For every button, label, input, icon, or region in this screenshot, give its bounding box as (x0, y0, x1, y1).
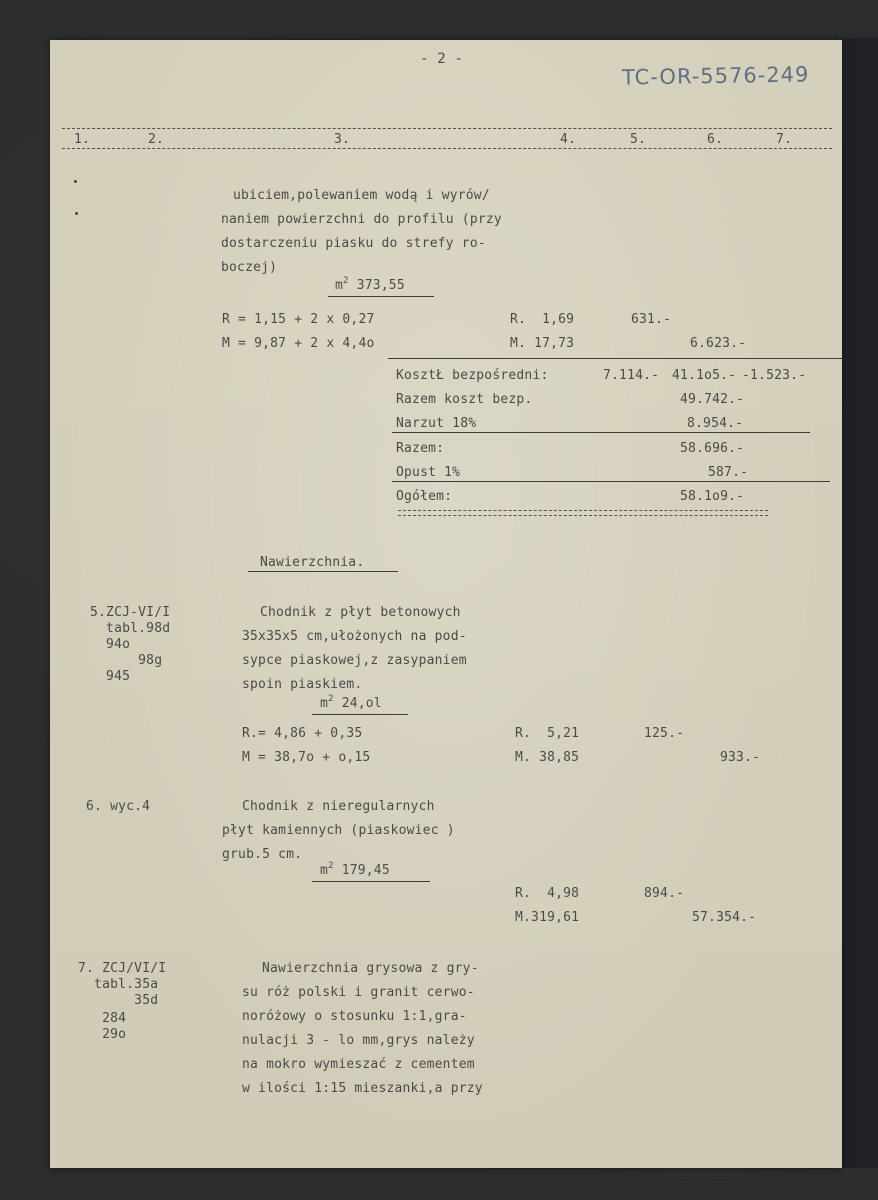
item6-desc-line-2: płyt kamiennych (piaskowiec ) (222, 823, 455, 838)
intro-unit-exp: 2 (343, 275, 349, 286)
column-3: 3. (334, 132, 351, 147)
item6-quantity (320, 860, 390, 878)
page-number: - 2 - (420, 51, 464, 67)
item5-r-formula: R.= 4,86 + 0,35 (242, 726, 363, 741)
discount-underline (392, 481, 830, 482)
item6-quantity-value: 179,45 (341, 863, 390, 878)
grand-total-double-rule (398, 510, 768, 516)
intro-r-amount: 631.- (631, 312, 672, 327)
item5-unit-exp: 2 (328, 693, 334, 704)
intro-m-amount: 6.623.- (690, 336, 747, 351)
direct-cost-col6: 41.1o5.- (672, 368, 737, 383)
item7-ref-line-5: 29o (78, 1027, 127, 1042)
intro-m-formula: M = 9,87 + 2 x 4,4o (222, 336, 375, 351)
summary-rule-top (388, 358, 842, 359)
intro-quantity (335, 275, 405, 293)
total-direct-value: 49.742.- (680, 392, 745, 407)
header-rule-bottom (62, 148, 832, 149)
section-title-underline (248, 571, 398, 572)
item6-quantity-underline (312, 881, 430, 882)
item5-ref-line-3: 94o (90, 637, 131, 652)
direct-cost-col7-value: 1.523.- (750, 368, 807, 383)
item7-ref-line-1: 7. ZCJ/VI/I (78, 961, 167, 976)
item5-desc-line-1: Chodnik z płyt betonowych (260, 605, 461, 620)
direct-cost-col5: 7.114.- (603, 368, 660, 383)
item6-desc-line-3: grub.5 cm. (222, 847, 303, 862)
paper-speck (74, 180, 77, 183)
item5-unit: m (320, 696, 329, 711)
item7-desc-line-6: w ilości 1:15 mieszanki,a przy (242, 1081, 483, 1096)
item5-quantity-value: 24,ol (341, 696, 382, 711)
item5-quantity (320, 693, 382, 711)
item7-desc-line-2: su róż polski i granit cerwo- (242, 985, 475, 1000)
item5-ref-line-4: 98g (90, 653, 163, 668)
item7-ref-line-2: tabl.35a (78, 977, 159, 992)
total-direct-label: Razem koszt bezp. (396, 392, 533, 407)
intro-desc-line-3: dostarczeniu piasku do strefy ro- (221, 236, 486, 251)
document-page (50, 40, 842, 1168)
page-edge (842, 38, 878, 1168)
discount-value: 587.- (708, 465, 749, 480)
intro-quantity-value: 373,55 (356, 278, 405, 293)
item5-ref-line-5: 945 (90, 669, 131, 684)
item6-desc-line-1: Chodnik z nieregularnych (242, 799, 435, 814)
intro-desc-line-4: boczej) (221, 260, 278, 275)
column-1: 1. (74, 132, 91, 147)
section-title: Nawierzchnia. (260, 555, 365, 570)
item7-desc-line-3: noróżowy o stosunku 1:1,gra- (242, 1009, 467, 1024)
archive-signature: TC-OR-5576-249 (621, 62, 810, 90)
grand-total-label: Ogółem: (396, 489, 453, 504)
item5-desc-line-3: sypce piaskowej,z zasypaniem (242, 653, 467, 668)
item7-desc-line-1: Nawierzchnia grysowa z gry- (262, 961, 479, 976)
column-5: 5. (630, 132, 647, 147)
column-4: 4. (560, 132, 577, 147)
discount-label: Opust 1% (396, 465, 461, 480)
intro-r-formula: R = 1,15 + 2 x 0,27 (222, 312, 375, 327)
column-7: 7. (776, 132, 793, 147)
item6-unit: m (320, 863, 329, 878)
direct-cost-col7: -1.523.- (742, 368, 807, 383)
item6-ref-line-1: 6. wyc.4 (86, 799, 151, 814)
item6-r-amount: 894.- (644, 886, 685, 901)
item5-r-rate: R. 5,21 (515, 726, 580, 741)
header-rule-top (62, 128, 832, 129)
item5-r-amount: 125.- (644, 726, 685, 741)
column-6: 6. (707, 132, 724, 147)
item6-unit-exp: 2 (328, 860, 334, 871)
item5-desc-line-4: spoin piaskiem. (242, 677, 363, 692)
intro-quantity-underline (328, 296, 434, 297)
markup-underline (392, 432, 810, 433)
markup-value: 8.954.- (687, 416, 744, 431)
column-2: 2. (148, 132, 165, 147)
subtotal-label: Razem: (396, 441, 445, 456)
item5-desc-line-2: 35x35x5 cm,ułożonych na pod- (242, 629, 467, 644)
item5-m-rate: M. 38,85 (515, 750, 580, 765)
item6-r-rate: R. 4,98 (515, 886, 580, 901)
grand-total-value: 58.1o9.- (680, 489, 745, 504)
item7-ref-line-3: 35d (78, 993, 159, 1008)
intro-r-rate: R. 1,69 (510, 312, 575, 327)
markup-label: Narzut 18% (396, 416, 477, 431)
item5-quantity-underline (312, 714, 408, 715)
item5-m-formula: M = 38,7o + o,15 (242, 750, 371, 765)
intro-desc-line-2: naniem powierzchni do profilu (przy (221, 212, 502, 227)
intro-unit: m (335, 278, 344, 293)
subtotal-value: 58.696.- (680, 441, 745, 456)
item7-desc-line-5: na mokro wymieszać z cementem (242, 1057, 475, 1072)
item6-m-rate: M.319,61 (515, 910, 580, 925)
item5-ref-line-2: tabl.98d (90, 621, 171, 636)
paper-speck (75, 212, 78, 215)
item5-ref-line-1: 5.ZCJ-VI/I (90, 605, 171, 620)
intro-m-rate: M. 17,73 (510, 336, 575, 351)
item7-desc-line-4: nulacji 3 - lo mm,grys należy (242, 1033, 475, 1048)
direct-cost-label: KosztŁ bezpośredni: (396, 368, 549, 383)
item6-m-amount: 57.354.- (692, 910, 757, 925)
item5-m-amount: 933.- (720, 750, 761, 765)
item7-ref-line-4: 284 (78, 1011, 127, 1026)
intro-desc-line-1: ubiciem,polewaniem wodą i wyrów/ (233, 188, 490, 203)
